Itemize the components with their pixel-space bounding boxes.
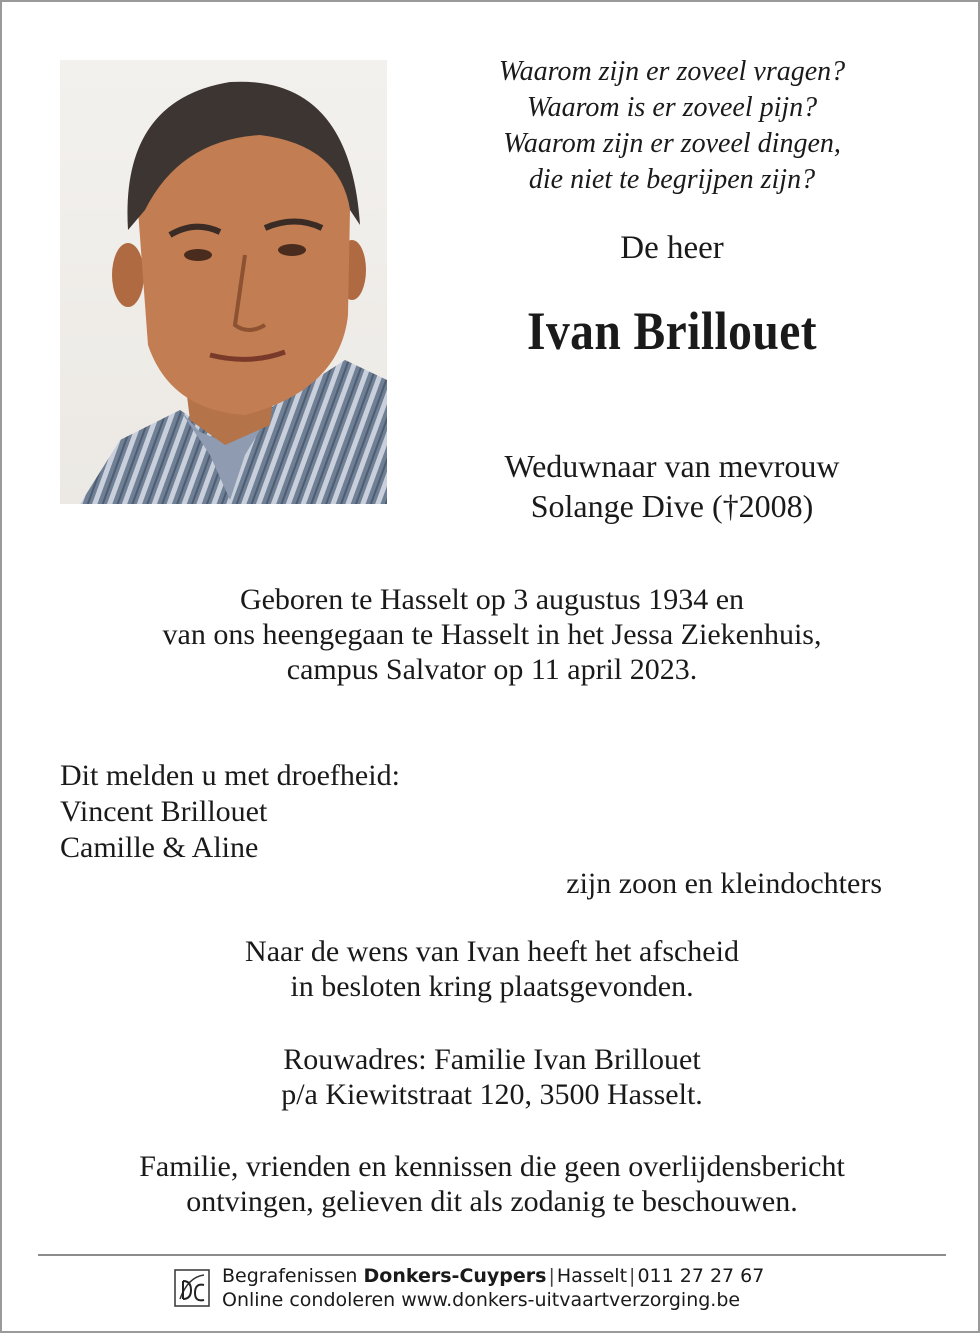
poem-line: die niet te begrijpen zijn? (528, 164, 816, 195)
portrait-icon (60, 60, 387, 504)
footer-prefix: Begrafenissen (222, 1265, 358, 1287)
footer-phone[interactable]: 011 27 27 67 (637, 1265, 765, 1287)
footer-line-1: Begrafenissen Donkers-Cuypers | Hasselt | 011 27 27 67 (222, 1265, 765, 1287)
notice-line: Familie, vrienden en kennissen die geen overlijdensbericht (139, 1150, 845, 1183)
death-line: campus Salvator op 11 april 2023. (286, 653, 698, 686)
family-member: Vincent Brillouet (60, 795, 268, 828)
address-line: p/a Kiewitstraat 120, 3500 Hasselt. (281, 1078, 703, 1111)
announce-intro: Dit melden u met droefheid: (60, 759, 400, 792)
notice-text (42, 1149, 942, 1219)
footer-company: Donkers-Cuypers (363, 1265, 547, 1287)
mourning-address (42, 1042, 942, 1112)
funeral-home-footer (174, 1264, 764, 1312)
spouse-name: Solange Dive (†2008) (530, 488, 814, 524)
poem (422, 54, 922, 198)
poem-line: Waarom zijn er zoveel dingen, (503, 128, 841, 159)
birth-line: Geboren te Hasselt op 3 augustus 1934 en (239, 583, 745, 616)
death-line: van ons heengegaan te Hasselt in het Jessa Ziekenhuis, (162, 618, 822, 651)
footer-divider (38, 1254, 946, 1256)
address-line: Rouwadres: Familie Ivan Brillouet (283, 1043, 701, 1076)
farewell-text (42, 934, 942, 1004)
widower-line: Weduwnaar van mevrouw (504, 448, 840, 484)
footer-condolence-link[interactable]: Online condoleren www.donkers-uitvaartverzorging.be (222, 1289, 741, 1311)
poem-line: Waarom is er zoveel pijn? (526, 92, 818, 123)
name-prefix: De heer (620, 230, 724, 266)
farewell-line: Naar de wens van Ivan heeft het afscheid (245, 935, 739, 968)
donkers-cuypers-logo-icon (174, 1269, 210, 1307)
poem-line: Waarom zijn er zoveel vragen? (498, 56, 846, 87)
widower-of (422, 446, 922, 526)
farewell-line: in besloten kring plaatsgevonden. (290, 970, 694, 1003)
portrait-photo (60, 60, 387, 504)
notice-line: ontvingen, gelieven dit als zodanig te beschouwen. (186, 1185, 798, 1218)
announcement (60, 758, 920, 866)
footer-city: Hasselt (556, 1265, 628, 1287)
deceased-name: Ivan Brillouet (527, 301, 817, 361)
family-member: Camille & Aline (60, 831, 259, 864)
birth-death-text (42, 582, 942, 687)
family-relation: zijn zoon en kleindochters (566, 867, 882, 900)
